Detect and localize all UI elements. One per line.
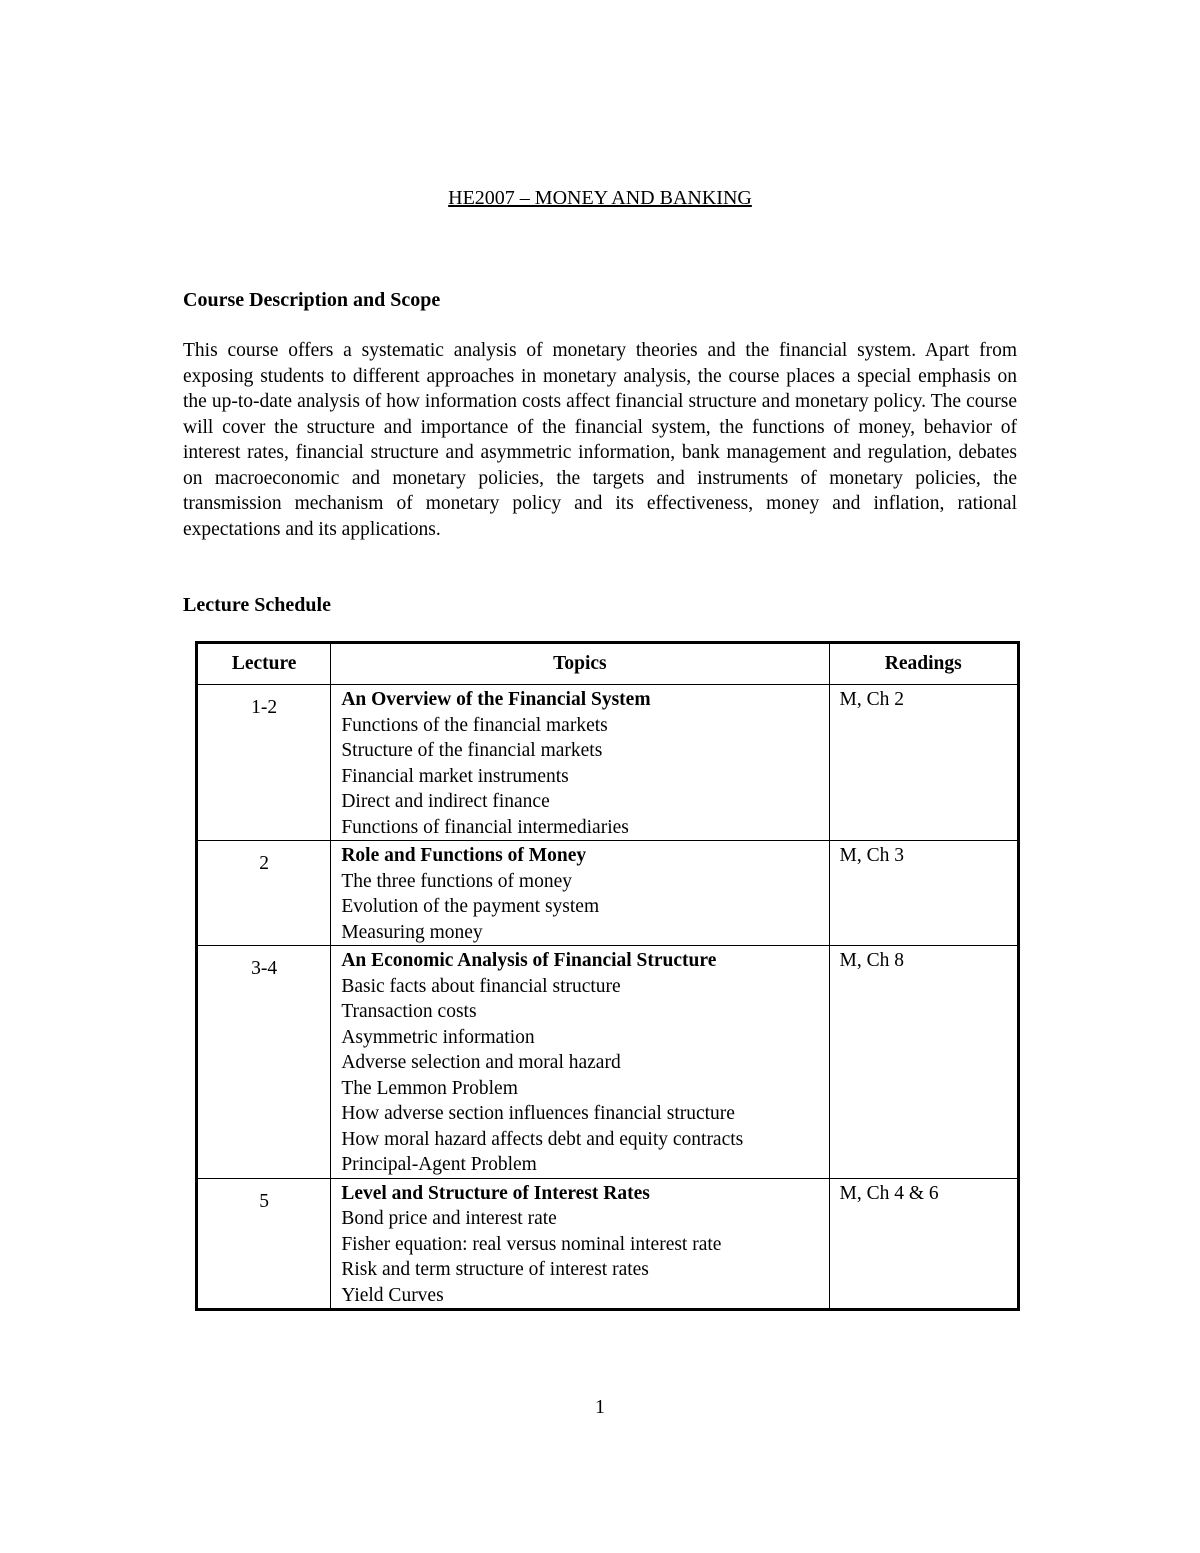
course-description-heading: Course Description and Scope: [183, 289, 441, 311]
topics-cell: [331, 841, 829, 946]
readings-cell: M, Ch 4 & 6: [829, 1178, 1018, 1310]
schedule-body: [197, 685, 1019, 1310]
topic-title: An Economic Analysis of Financial Structure: [341, 950, 717, 971]
table-row: [197, 841, 1019, 946]
lecture-schedule-table: [195, 641, 1020, 1311]
header-readings: Readings: [829, 643, 1018, 685]
course-description-text: This course offers a systematic analysis of monetary theories and the financial system. Apart from exposing students to different approaches in monetary analysis, the course places a special emphasis on the up-to-date analysis of how information costs affect financial structure and monetary policy. The course will cover the structure and importance of the financial system, the functions of money, behavior of interest rates, financial structure and asymmetric information, bank management and regulation, debates on macroeconomic and monetary policies, the targets and instruments of monetary policies, the transmission mechanism of monetary policy and its effectiveness, money and inflation, rational expectations and its applications.: [183, 340, 1017, 540]
topic-item: Measuring money: [341, 921, 483, 943]
lecture-number: 3-4: [197, 946, 331, 1179]
lecture-number: 5: [197, 1178, 331, 1310]
topic-item: Yield Curves: [341, 1284, 444, 1306]
topic-item: Evolution of the payment system: [341, 896, 600, 917]
topic-item: The Lemmon Problem: [341, 1077, 518, 1099]
topics-cell: [331, 685, 829, 841]
header-topics: Topics: [331, 643, 829, 685]
topic-item: Principal-Agent Problem: [341, 1154, 537, 1175]
topic-item: How moral hazard affects debt and equity contracts: [341, 1128, 744, 1150]
topic-item: Functions of the financial markets: [341, 714, 608, 736]
topic-item: Functions of financial intermediaries: [341, 816, 629, 838]
topic-title: An Overview of the Financial System: [341, 689, 651, 710]
table-row: [197, 685, 1019, 841]
topic-item: Risk and term structure of interest rates: [341, 1259, 649, 1280]
topics-cell: [331, 1178, 829, 1310]
topic-title: Level and Structure of Interest Rates: [341, 1182, 650, 1204]
topic-item: Direct and indirect finance: [341, 791, 550, 812]
header-lecture: Lecture: [197, 643, 331, 685]
lecture-number: 2: [197, 841, 331, 946]
topic-title: Role and Functions of Money: [341, 845, 587, 866]
readings-cell: M, Ch 2: [829, 685, 1018, 841]
table-header-row: [197, 643, 1019, 685]
topic-item: Bond price and interest rate: [341, 1208, 557, 1229]
topics-cell: [331, 946, 829, 1179]
readings-cell: M, Ch 3: [829, 841, 1018, 946]
topic-item: How adverse section influences financial structure: [341, 1103, 735, 1124]
topic-item: Structure of the financial markets: [341, 740, 603, 761]
topic-item: Financial market instruments: [341, 765, 569, 787]
page-number: 1: [595, 1396, 605, 1418]
topic-item: Asymmetric information: [341, 1026, 535, 1048]
page-title: HE2007 – MONEY AND BANKING: [448, 187, 752, 209]
table-row: [197, 1178, 1019, 1310]
lecture-schedule-heading: Lecture Schedule: [183, 594, 331, 616]
topic-item: Adverse selection and moral hazard: [341, 1052, 621, 1073]
readings-cell: M, Ch 8: [829, 946, 1018, 1179]
table-row: [197, 946, 1019, 1179]
topic-item: The three functions of money: [341, 870, 572, 892]
lecture-number: 1-2: [197, 685, 331, 841]
topic-item: Basic facts about financial structure: [341, 975, 621, 997]
topic-item: Transaction costs: [341, 1001, 477, 1022]
topic-item: Fisher equation: real versus nominal interest rate: [341, 1233, 722, 1255]
